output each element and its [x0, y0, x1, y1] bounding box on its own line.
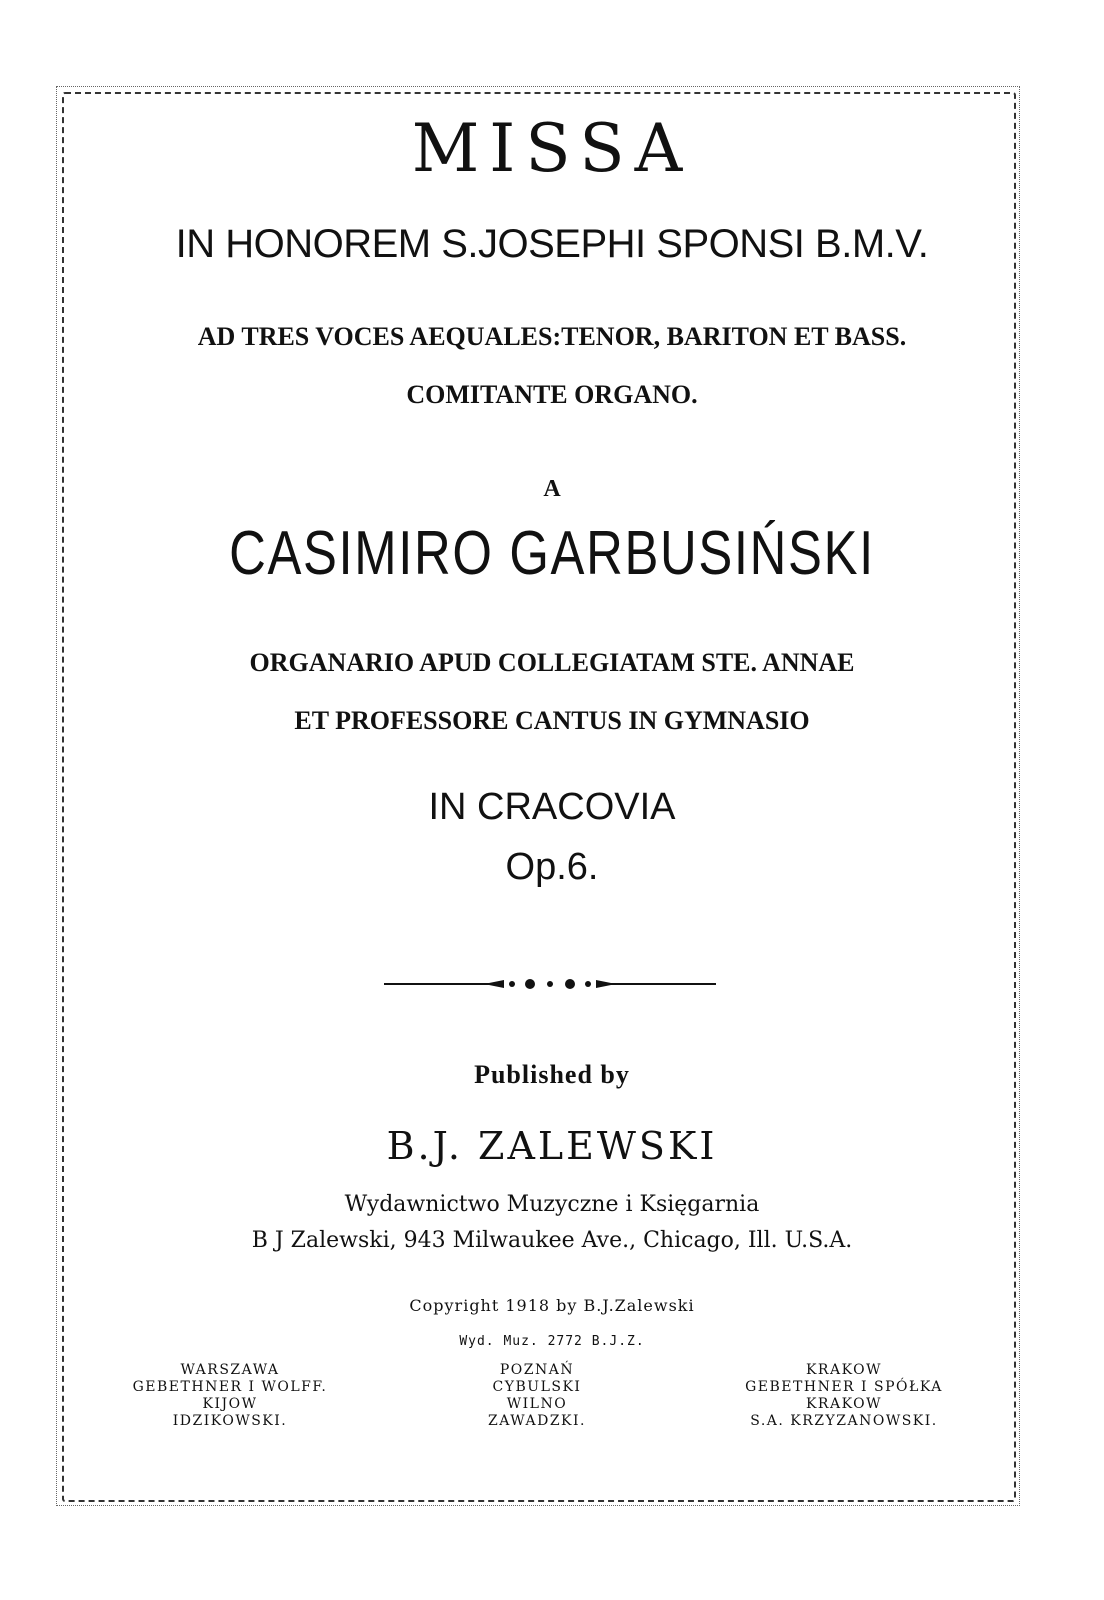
position-line-2: ET PROFESSORE CANTUS IN GYMNASIO — [294, 706, 810, 735]
agent-name: IDZIKOWSKI. — [172, 1413, 288, 1429]
agent-city: WILNO — [506, 1396, 568, 1412]
composer-name: CASIMIRO GARBUSIŃSKI — [229, 519, 875, 588]
title: MISSA — [411, 110, 693, 187]
by-line: A — [543, 476, 561, 502]
ornament-divider — [380, 972, 720, 996]
agent-city: WARSZAWA — [180, 1362, 280, 1378]
publisher-name: B.J. ZALEWSKI — [386, 1124, 718, 1168]
voices-line: AD TRES VOCES AEQUALES:TENOR, BARITON ET BASS. — [197, 322, 907, 351]
publisher-address: B J Zalewski, 943 Milwaukee Ave., Chicago, Ill. U.S.A. — [251, 1228, 853, 1253]
agent-column-warszawa — [80, 1362, 380, 1430]
catalog-number: Wyd. Muz. 2772 B.J.Z. — [459, 1334, 645, 1349]
agent-name: CYBULSKI — [492, 1379, 582, 1395]
sales-agents — [80, 1362, 994, 1430]
agent-city: KRAKOW — [805, 1396, 883, 1412]
subtitle: IN HONOREM S.JOSEPHI SPONSI B.M.V. — [175, 222, 929, 266]
publisher-description: Wydawnictwo Muzyczne i Księgarnia — [344, 1192, 760, 1217]
opus-number: Op.6. — [505, 846, 599, 888]
accompaniment-line: COMITANTE ORGANO. — [406, 380, 698, 409]
agent-column-poznan — [387, 1362, 687, 1430]
copyright-notice: Copyright 1918 by B.J.Zalewski — [409, 1296, 695, 1315]
agent-name: ZAWADZKI. — [488, 1413, 586, 1429]
position-line-1: ORGANARIO APUD COLLEGIATAM STE. ANNAE — [249, 648, 855, 677]
agent-city: KIJOW — [202, 1396, 258, 1412]
published-by-label: Published by — [474, 1060, 630, 1089]
city-line: IN CRACOVIA — [428, 786, 676, 828]
agent-city: KRAKOW — [805, 1362, 883, 1378]
agent-column-krakow — [694, 1362, 994, 1430]
agent-name: S.A. KRZYZANOWSKI. — [750, 1413, 938, 1429]
agent-city: POZNAŃ — [499, 1362, 575, 1378]
agent-name: GEBETHNER I WOLFF. — [132, 1379, 328, 1395]
agent-name: GEBETHNER I SPÓŁKA — [745, 1379, 943, 1395]
